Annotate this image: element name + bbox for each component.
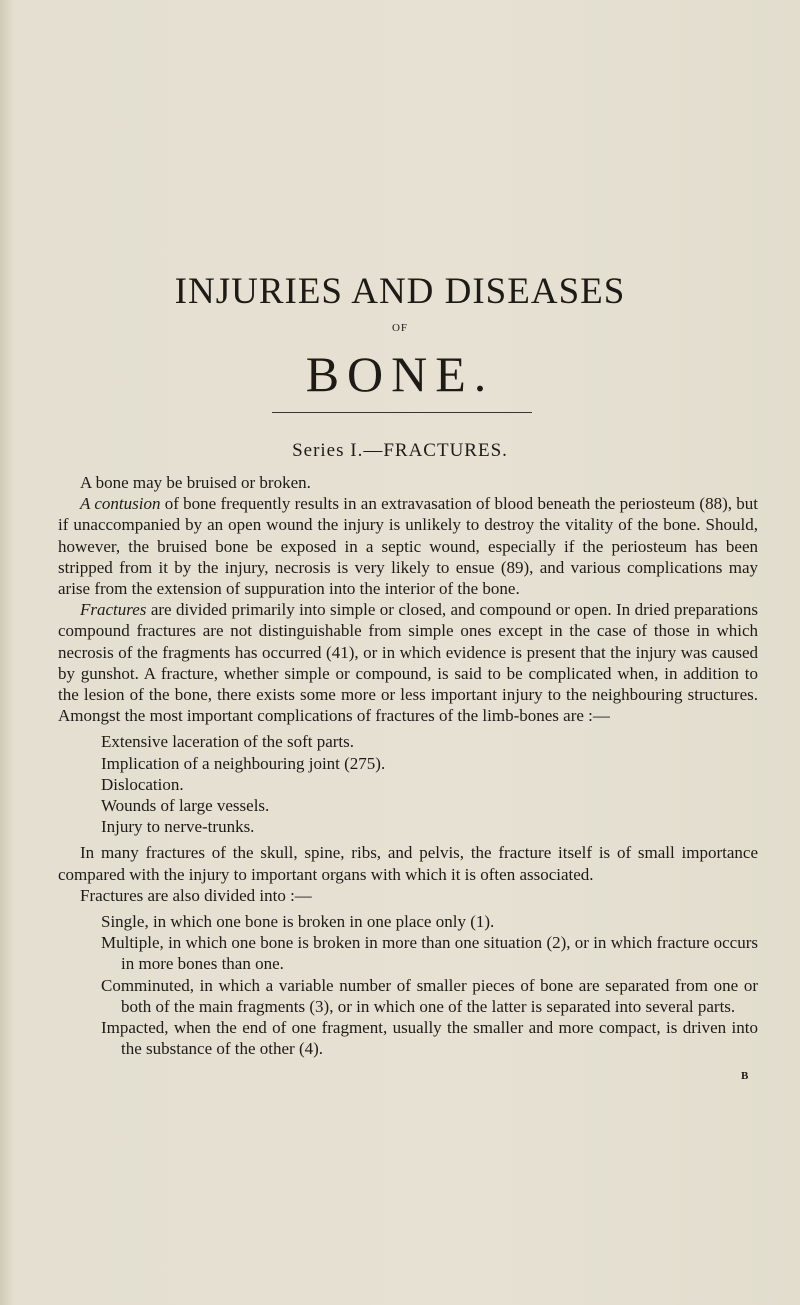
complications-list bbox=[58, 731, 758, 837]
title-line-2: BONE. bbox=[305, 346, 495, 402]
paragraph-4: In many fractures of the skull, spine, ribs, and pelvis, the fracture itself is of small importance compared with the injury to important organs with which it is often associated. bbox=[58, 843, 758, 884]
fracture-types-list bbox=[58, 911, 758, 1059]
paragraph-5: Fractures are also divided into :— bbox=[80, 885, 312, 905]
title-rule bbox=[272, 412, 532, 413]
list-item: Implication of a neighbouring joint (275). bbox=[101, 753, 386, 773]
paragraph-3-text: are divided primarily into simple or closed, and compound or open. In dried preparations compound fractures are not distinguishable from simple ones except in the case of those in which necrosis of the fragments has occurred (41), or in which evidence is present that the injury was caused by gunshot. A fracture, whether simple or compound, is said to be complicated when, in addition to the lesion of the bone, there exists some more or less important injury to the neighbouring structures. Amongst the most important complications of fractures of the limb-bones are :— bbox=[58, 600, 758, 726]
paragraph-2 bbox=[58, 493, 758, 599]
list-item: Multiple, in which one bone is broken in more than one situation (2), or in which fracture occurs in more bones than one. bbox=[101, 933, 758, 974]
paragraph-2-text: of bone frequently results in an extravasation of blood beneath the periosteum (88), but if unaccompanied by an open wound the injury is unlikely to destroy the vitality of the bone. Should, however, the bruised bone be exposed in a septic wound, especially if the periosteum has been stripped from it by the injury, necrosis is very likely to ensue (89), and various complications may arise from the extension of suppuration into the interior of the bone. bbox=[58, 494, 758, 599]
list-item: Extensive laceration of the soft parts. bbox=[101, 732, 355, 752]
paragraph-3-italic: Fractures bbox=[80, 600, 147, 620]
list-item: Dislocation. bbox=[101, 774, 184, 794]
list-item: Injury to nerve-trunks. bbox=[101, 817, 255, 837]
list-item: Comminuted, in which a variable number of smaller pieces of bone are separated from one or both of the main fragments (3), or in which one of the latter is separated into several parts. bbox=[101, 975, 758, 1016]
paragraph-1: A bone may be bruised or broken. bbox=[80, 473, 311, 492]
list-item: Single, in which one bone is broken in one place only (1). bbox=[101, 912, 495, 932]
list-item: Impacted, when the end of one fragment, usually the smaller and more compact, is driven into the substance of the other (4). bbox=[101, 1018, 758, 1059]
paragraph-2-italic: A contusion bbox=[80, 494, 161, 514]
title-line-1: INJURIES AND DISEASES bbox=[174, 271, 626, 312]
title-of: OF bbox=[391, 322, 409, 334]
paragraph-3 bbox=[58, 599, 758, 726]
body-text bbox=[58, 472, 758, 1059]
list-item: Wounds of large vessels. bbox=[101, 796, 270, 816]
signature-mark: B bbox=[741, 1070, 749, 1082]
series-heading: Series I.—FRACTURES. bbox=[292, 440, 508, 461]
